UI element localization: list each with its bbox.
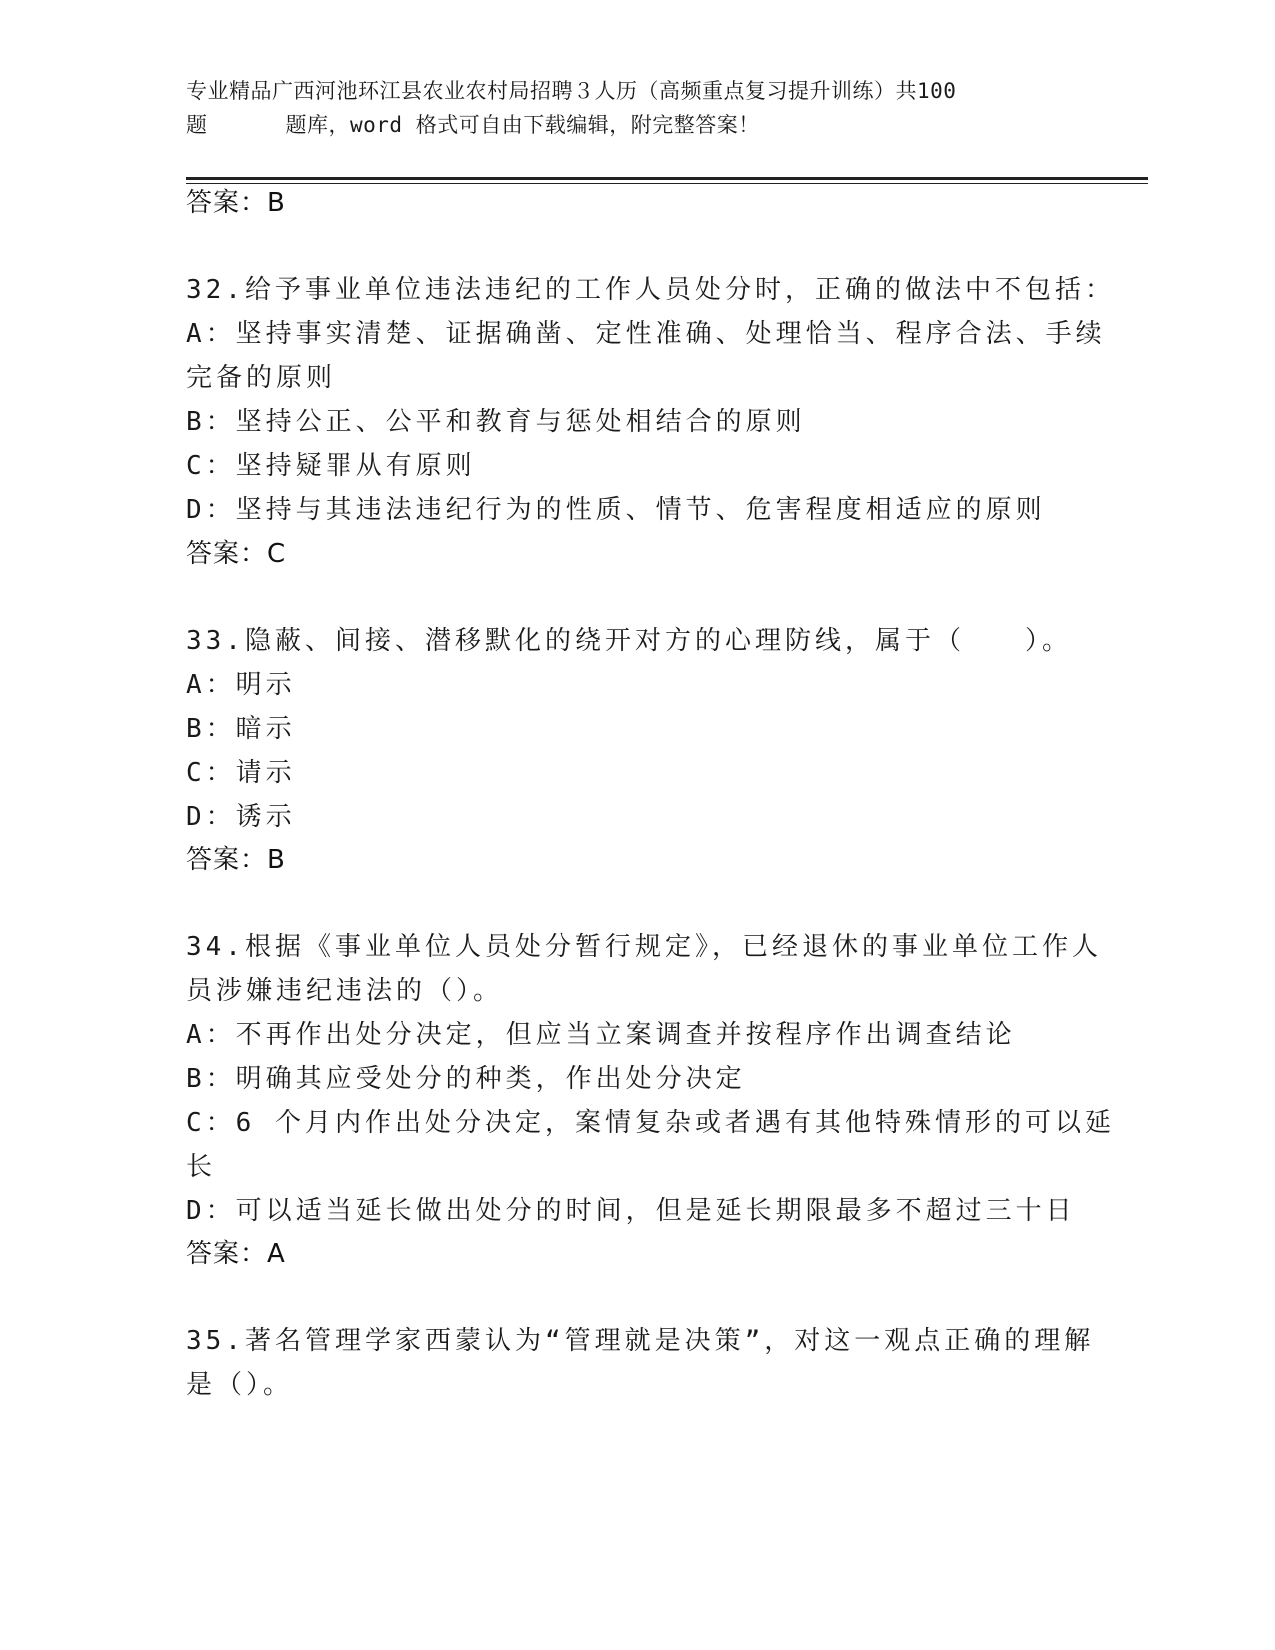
q33-option-a: A：明示 bbox=[186, 670, 296, 700]
q34-option-a: A：不再作出处分决定，但应当立案调查并按程序作出调查结论 bbox=[186, 1020, 1016, 1050]
q34-option-c-line1: C：6 个月内作出处分决定，案情复杂或者遇有其他特殊情形的可以延 bbox=[186, 1108, 1115, 1138]
q33-answer: 答案：B bbox=[186, 845, 286, 875]
q32-option-a-line1: A：坚持事实清楚、证据确凿、定性准确、处理恰当、程序合法、手续 bbox=[186, 319, 1106, 349]
q33-option-c: C：请示 bbox=[186, 758, 296, 788]
header-line-2-text: 题库，word 格式可自由下载编辑，附完整答案！ bbox=[285, 113, 760, 137]
q33-stem: 33.隐蔽、间接、潜移默化的绕开对方的心理防线，属于（ ）。 bbox=[186, 626, 1072, 656]
q33-option-b: B：暗示 bbox=[186, 714, 296, 744]
q34-option-c-line2: 长 bbox=[186, 1152, 217, 1182]
header-divider-thin bbox=[186, 183, 1148, 184]
q32-option-b: B：坚持公正、公平和教育与惩处相结合的原则 bbox=[186, 407, 806, 437]
q34-answer: 答案：A bbox=[186, 1239, 286, 1269]
answer-prev: 答案：B bbox=[186, 188, 286, 218]
header-divider-thick bbox=[186, 177, 1148, 180]
q32-stem: 32.给予事业单位违法违纪的工作人员处分时，正确的做法中不包括： bbox=[186, 275, 1115, 305]
q35-stem-line1: 35.著名管理学家西蒙认为“管理就是决策”，对这一观点正确的理解 bbox=[186, 1326, 1095, 1356]
q33-option-d: D：诱示 bbox=[186, 802, 296, 832]
header-line-2-prefix: 题 bbox=[186, 113, 208, 137]
q32-option-a-line2: 完备的原则 bbox=[186, 363, 337, 393]
q34-stem-line2: 员涉嫌违纪违法的（）。 bbox=[186, 976, 504, 1006]
q34-option-d: D：可以适当延长做出处分的时间，但是延长期限最多不超过三十日 bbox=[186, 1196, 1076, 1226]
q32-option-c: C：坚持疑罪从有原则 bbox=[186, 451, 476, 481]
q32-answer: 答案：C bbox=[186, 539, 287, 569]
page-header bbox=[186, 74, 1086, 142]
q34-option-b: B：明确其应受处分的种类，作出处分决定 bbox=[186, 1064, 746, 1094]
header-line-2 bbox=[186, 108, 1086, 142]
q34-stem-line1: 34.根据《事业单位人员处分暂行规定》，已经退休的事业单位工作人 bbox=[186, 932, 1102, 962]
q32-option-d: D：坚持与其违法违纪行为的性质、情节、危害程度相适应的原则 bbox=[186, 495, 1046, 525]
header-line-1: 专业精品广西河池环江县农业农村局招聘３人历（高频重点复习提升训练）共100 bbox=[186, 79, 957, 103]
q35-stem-line2: 是（）。 bbox=[186, 1370, 294, 1400]
